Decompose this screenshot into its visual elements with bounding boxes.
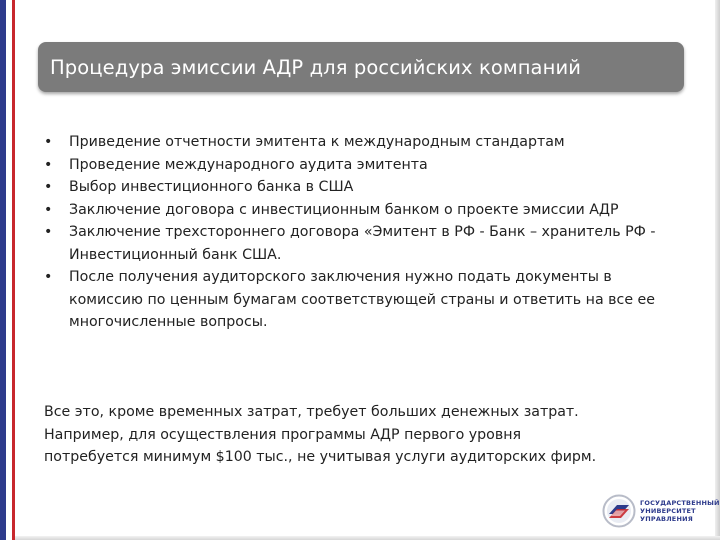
- logo-line: УПРАВЛЕНИЯ: [640, 515, 693, 523]
- slide-title-bar: [38, 42, 684, 92]
- bullet-item: [44, 266, 674, 334]
- bullet-marker: •: [44, 179, 53, 195]
- bullet-text: Приведение отчетности эмитента к международным стандартам: [69, 134, 565, 150]
- bullet-marker: •: [44, 134, 53, 150]
- summary-line: Все это, кроме временных затрат, требует больших денежных затрат.: [44, 404, 579, 420]
- bullet-marker: •: [44, 269, 53, 285]
- bullet-text: После получения аудиторского заключения нужно подать документы в комиссию по ценным бумагам соответствующей страны и ответить на все ее многочисленные вопросы.: [69, 269, 656, 330]
- bullet-text: Заключение договора с инвестиционным банком о проекте эмиссии АДР: [69, 201, 619, 218]
- university-logo-icon: [602, 494, 636, 528]
- summary-line: Например, для осуществления программы АДР первого уровня: [44, 426, 522, 443]
- bullet-marker: •: [44, 156, 53, 173]
- bullet-item: [44, 199, 674, 222]
- summary-paragraph: [44, 401, 684, 469]
- slide-title: Процедура эмиссии АДР для российских компаний: [50, 55, 581, 79]
- logo-wordmark: [640, 499, 720, 523]
- university-logo: [602, 491, 720, 531]
- bullet-item: [44, 221, 674, 266]
- logo-line: ГОСУДАРСТВЕННЫЙ: [640, 499, 720, 507]
- bullet-item: [44, 154, 674, 177]
- right-shadow-edge: [715, 0, 720, 540]
- bottom-shadow-edge: [15, 536, 720, 540]
- bullet-item: [44, 176, 674, 199]
- left-blue-stripe: [0, 0, 6, 540]
- bullet-text: Выбор инвестиционного банка в США: [69, 179, 354, 195]
- logo-line: УНИВЕРСИТЕТ: [640, 507, 696, 515]
- bullet-item: [44, 131, 674, 154]
- bullet-text: Проведение международного аудита эмитента: [69, 156, 428, 173]
- bullet-text: Заключение трехстороннего договора «Эмитент в РФ - Банк – хранитель РФ - Инвестиционный банк США.: [69, 224, 656, 263]
- bullet-list: [44, 131, 674, 334]
- bullet-marker: •: [44, 201, 53, 218]
- left-red-stripe: [12, 0, 15, 540]
- summary-line: потребуется минимум $100 тыс., не учитывая услуги аудиторских фирм.: [44, 449, 597, 465]
- bullet-marker: •: [44, 224, 53, 240]
